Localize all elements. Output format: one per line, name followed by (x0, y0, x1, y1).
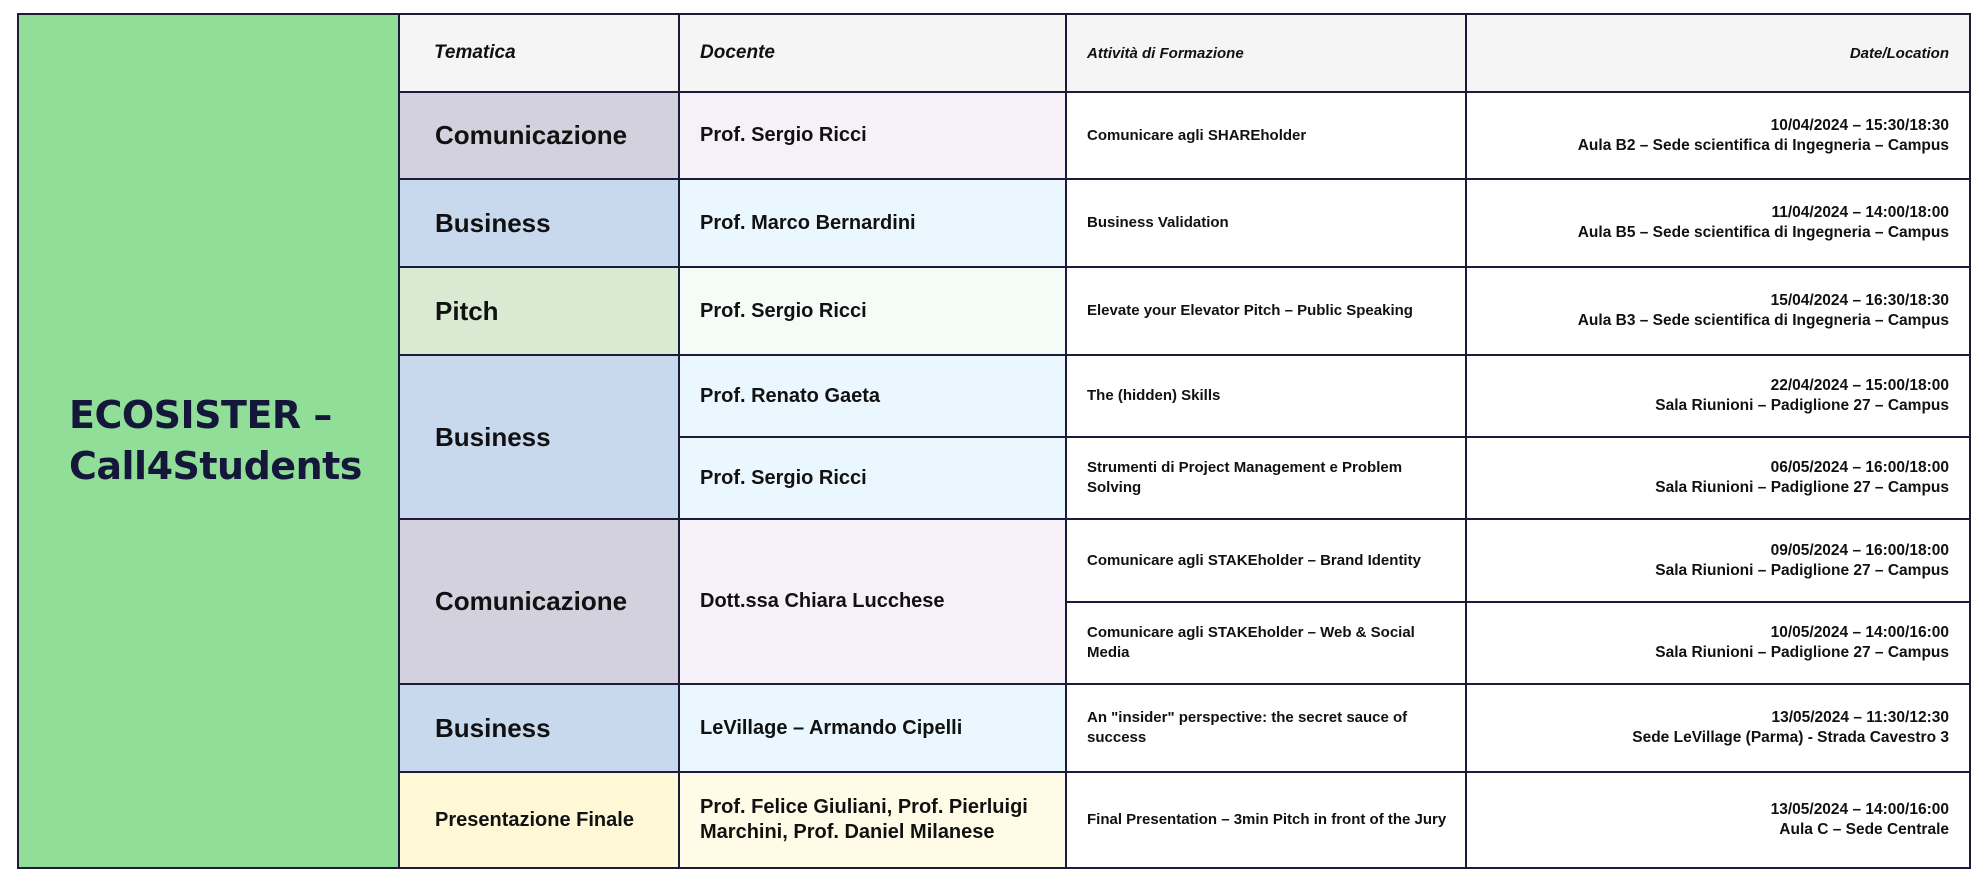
header-row (18, 14, 1970, 92)
date-location-cell (1466, 355, 1970, 437)
docente-cell: Prof. Sergio Ricci (679, 267, 1066, 355)
attivita-cell: Final Presentation – 3min Pitch in front of the Jury (1066, 772, 1466, 868)
date-location-cell (1466, 772, 1970, 868)
header-tematica: Tematica (399, 14, 679, 92)
date-location-cell (1466, 519, 1970, 602)
header-docente: Docente (679, 14, 1066, 92)
tematica-cell: Business (399, 684, 679, 772)
attivita-cell: Business Validation (1066, 179, 1466, 267)
tematica-cell: Pitch (399, 267, 679, 355)
docente-cell: Dott.ssa Chiara Lucchese (679, 519, 1066, 684)
docente-cell: Prof. Sergio Ricci (679, 92, 1066, 179)
docente-cell: LeVillage – Armando Cipelli (679, 684, 1066, 772)
date-text: 15/04/2024 – 16:30/18:30 (1770, 292, 1949, 309)
tematica-cell: Business (399, 179, 679, 267)
attivita-cell: Elevate your Elevator Pitch – Public Speaking (1066, 267, 1466, 355)
program-title-cell (18, 14, 399, 868)
date-text: 06/05/2024 – 16:00/18:00 (1770, 459, 1949, 476)
attivita-cell: Comunicare agli STAKEholder – Brand Identity (1066, 519, 1466, 602)
header-attivita: Attività di Formazione (1066, 14, 1466, 92)
date-text: 22/04/2024 – 15:00/18:00 (1770, 377, 1949, 394)
schedule-table (17, 13, 1971, 869)
location-text: Sede LeVillage (Parma) - Strada Cavestro 3 (1632, 729, 1949, 746)
date-location-cell (1466, 267, 1970, 355)
tematica-cell: Business (399, 355, 679, 519)
docente-cell: Prof. Sergio Ricci (679, 437, 1066, 519)
tematica-cell: Comunicazione (399, 519, 679, 684)
location-text: Sala Riunioni – Padiglione 27 – Campus (1655, 644, 1949, 661)
attivita-cell: Comunicare agli STAKEholder – Web & Social Media (1066, 602, 1466, 684)
location-text: Aula B2 – Sede scientifica di Ingegneria – Campus (1577, 136, 1949, 154)
date-text: 13/05/2024 – 14:00/16:00 (1770, 801, 1949, 818)
header-date-location: Date/Location (1466, 14, 1970, 92)
docente-cell: Prof. Marco Bernardini (679, 179, 1066, 267)
location-text: Aula B3 – Sede scientifica di Ingegneria – Campus (1577, 312, 1949, 329)
attivita-cell: An "insider" perspective: the secret sauce of success (1066, 684, 1466, 772)
date-text: 11/04/2024 – 14:00/18:00 (1771, 204, 1949, 221)
date-text: 09/05/2024 – 16:00/18:00 (1770, 541, 1949, 559)
attivita-cell: Strumenti di Project Management e Problem Solving (1066, 437, 1466, 519)
attivita-cell: Comunicare agli SHAREholder (1066, 92, 1466, 179)
date-location-cell (1466, 179, 1970, 267)
date-location-cell (1466, 92, 1970, 179)
docente-cell: Prof. Felice Giuliani, Prof. Pierluigi Marchini, Prof. Daniel Milanese (679, 772, 1066, 868)
tematica-cell: Presentazione Finale (399, 772, 679, 868)
tematica-cell: Comunicazione (399, 92, 679, 179)
date-text: 10/04/2024 – 15:30/18:30 (1770, 116, 1949, 134)
location-text: Aula C – Sede Centrale (1779, 821, 1949, 838)
location-text: Sala Riunioni – Padiglione 27 – Campus (1655, 397, 1949, 414)
date-text: 10/05/2024 – 14:00/16:00 (1770, 624, 1949, 641)
docente-cell: Prof. Renato Gaeta (679, 355, 1066, 437)
date-location-cell (1466, 684, 1970, 772)
date-location-cell (1466, 602, 1970, 684)
attivita-cell: The (hidden) Skills (1066, 355, 1466, 437)
location-text: Sala Riunioni – Padiglione 27 – Campus (1655, 561, 1949, 579)
date-location-cell (1466, 437, 1970, 519)
date-text: 13/05/2024 – 11:30/12:30 (1771, 709, 1949, 726)
location-text: Sala Riunioni – Padiglione 27 – Campus (1655, 479, 1949, 496)
location-text: Aula B5 – Sede scientifica di Ingegneria – Campus (1577, 224, 1949, 241)
program-title: ECOSISTER – Call4Students (69, 393, 362, 488)
